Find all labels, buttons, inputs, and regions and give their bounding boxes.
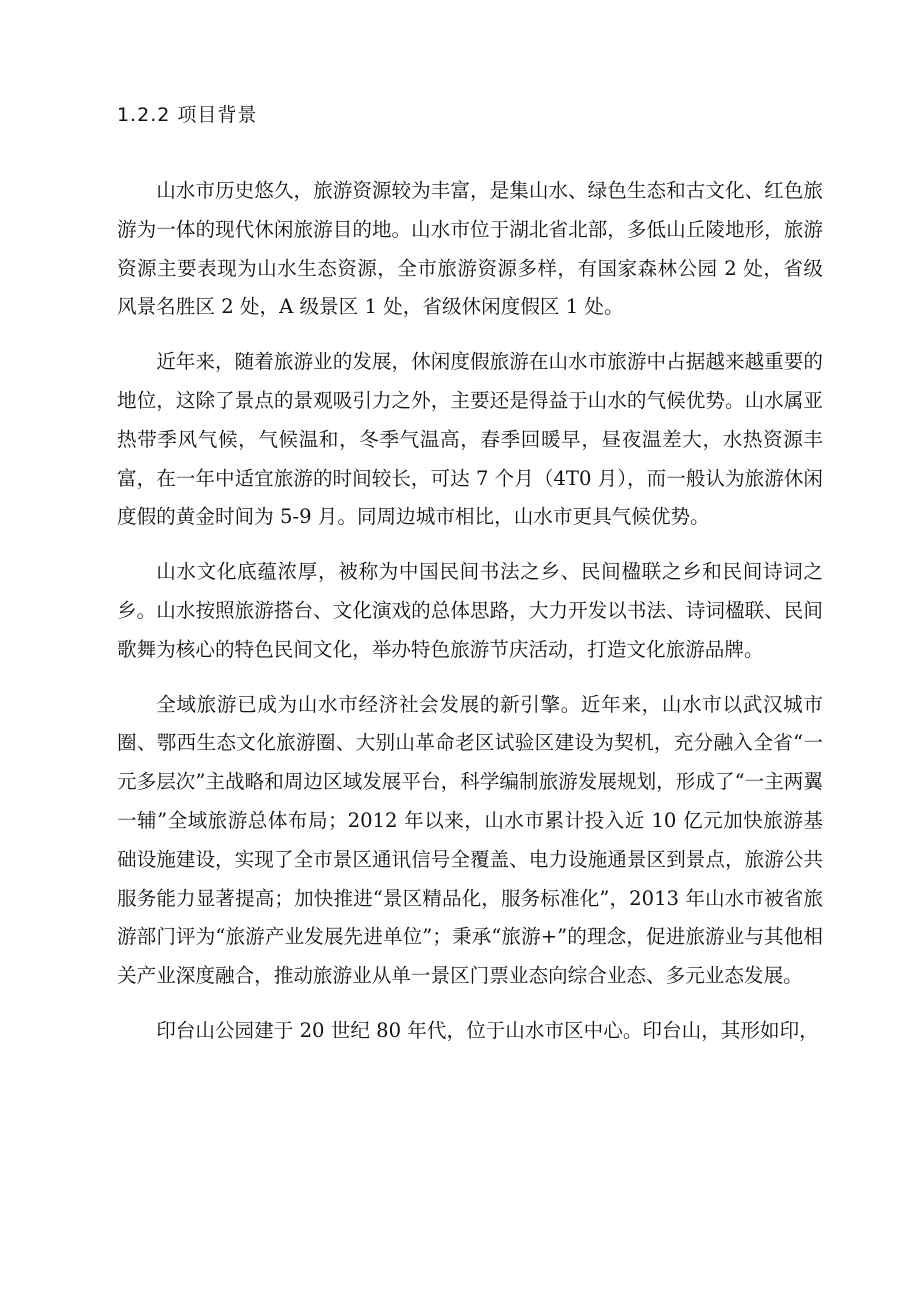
paragraph: 全域旅游已成为山水市经济社会发展的新引擎。近年来，山水市以武汉城市圈、鄂西生态文化旅游圈、大别山革命老区试验区建设为契机，充分融入全省“一元多层次”主战略和周边区域发展平台，科学编制旅游发展规划，形成了“一主两翼一辅”全域旅游总体布局；2012 年以来，山水市累计投入近 10 亿元加快旅游基础设施建设，实现了全市景区通讯信号全覆盖、电力设施通景区到景点，旅游公共服务能力显著提高；加快推进“景区精品化，服务标准化”，2013 年山水市被省旅游部门评为“旅游产业发展先进单位”；秉承“旅游+”的理念，促进旅游业与其他相关产业深度融合，推动旅游业从单一景区门票业态向综合业态、多元业态发展。 <box>117 692 823 988</box>
section-heading: 1.2.2 项目背景 <box>117 104 258 126</box>
paragraph: 印台山公园建于 20 世纪 80 年代，位于山水市区中心。印台山，其形如印， <box>156 1018 819 1042</box>
paragraph: 山水文化底蕴浓厚，被称为中国民间书法之乡、民间楹联之乡和民间诗词之乡。山水按照旅游搭台、文化演戏的总体思路，大力开发以书法、诗词楹联、民间歌舞为核心的特色民间文化，举办特色旅游节庆活动，打造文化旅游品牌。 <box>117 560 823 661</box>
paragraph: 近年来，随着旅游业的发展，休闲度假旅游在山水市旅游中占据越来越重要的地位，这除了景点的景观吸引力之外，主要还是得益于山水的气候优势。山水属亚热带季风气候，气候温和，冬季气温高，春季回暖早，昼夜温差大，水热资源丰富，在一年中适宜旅游的时间较长，可达 7 个月（4T0 月），而一般认为旅游休闲度假的黄金时间为 5-9 月。同周边城市相比，山水市更具气候优势。 <box>117 350 823 529</box>
section-body <box>117 172 823 1067</box>
paragraph: 山水市历史悠久，旅游资源较为丰富，是集山水、绿色生态和古文化、红色旅游为一体的现代休闲旅游目的地。山水市位于湖北省北部，多低山丘陵地形，旅游资源主要表现为山水生态资源，全市旅游资源多样，有国家森林公园 2 处，省级风景名胜区 2 处，A 级景区 1 处，省级休闲度假区 1 处。 <box>117 179 823 319</box>
